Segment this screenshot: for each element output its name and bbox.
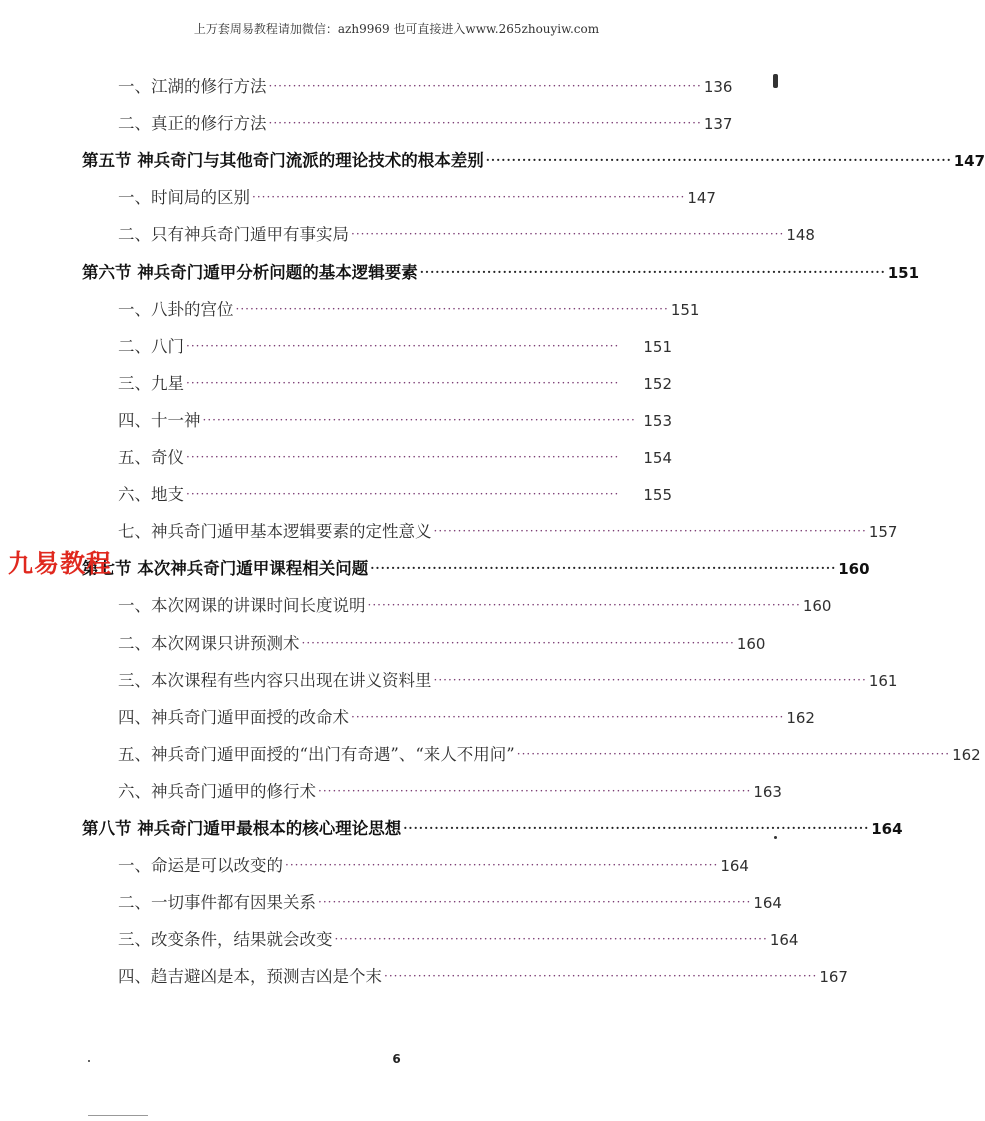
dot-leader: ·························································································· <box>318 783 752 798</box>
dot-leader: ·························································································· <box>252 190 686 205</box>
dot-leader: ·························································································· <box>370 561 837 576</box>
toc-entry <box>118 370 672 400</box>
toc-entry <box>118 184 716 214</box>
toc-page-number: 147 <box>687 189 716 208</box>
toc-section <box>82 259 920 289</box>
toc-page-number: 151 <box>670 300 700 319</box>
toc-title: 六、神兵奇门遁甲的修行术 <box>118 781 316 801</box>
dot-leader: ·························································································· <box>285 858 719 873</box>
toc-page-number: 155 <box>643 486 672 505</box>
toc-title: 一、时间局的区别 <box>118 188 250 208</box>
dot-leader: ·························································································· <box>334 932 768 947</box>
scan-speck <box>774 836 777 839</box>
page-number: 6 <box>392 1052 401 1066</box>
toc-entry <box>118 592 832 622</box>
toc-page-number: 163 <box>753 782 782 801</box>
toc-entry <box>118 407 672 437</box>
toc-title: 七、神兵奇门遁甲基本逻辑要素的定性意义 <box>118 522 432 542</box>
dot-leader: ·························································································· <box>351 227 785 242</box>
toc-entry <box>118 667 898 697</box>
toc-title: 三、改变条件，结果就会改变 <box>118 930 333 950</box>
toc-title: 五、奇仪 <box>118 448 184 467</box>
toc-entry <box>118 741 981 771</box>
toc-section <box>82 815 903 845</box>
toc-page-number: 160 <box>802 597 832 616</box>
dot-leader: ·························································································· <box>433 524 867 539</box>
toc-page-number: 147 <box>953 152 985 171</box>
toc-entry <box>118 333 672 363</box>
watermark: 九易教程 <box>8 549 113 578</box>
toc-page-number: 161 <box>868 671 898 690</box>
dot-leader: ·························································································· <box>235 301 669 316</box>
toc-page-number: 162 <box>786 708 815 727</box>
toc-page-number: 151 <box>887 263 920 282</box>
toc-entry <box>118 221 815 251</box>
dot-leader: ·························································································· <box>419 264 886 279</box>
toc-title: 第七节 本次神兵奇门遁甲课程相关问题 <box>82 559 369 579</box>
toc-page-number: 167 <box>819 968 848 987</box>
dot-leader: ·························································································· <box>485 153 952 168</box>
scan-speck <box>773 74 778 88</box>
toc-title: 二、只有神兵奇门遁甲有事实局 <box>118 225 349 245</box>
toc-page-number: 164 <box>871 820 903 838</box>
dot-leader: ·························································································· <box>202 412 636 427</box>
dot-leader: ·························································································· <box>186 487 620 502</box>
toc-entry <box>118 481 672 511</box>
toc-title: 第六节 神兵奇门遁甲分析问题的基本逻辑要素 <box>82 262 418 282</box>
toc-entry <box>118 963 848 993</box>
toc-entry <box>118 630 766 660</box>
toc-page-number: 157 <box>868 523 898 542</box>
dot-leader: ·························································································· <box>186 450 620 464</box>
toc-page-number: 136 <box>703 78 733 96</box>
toc-section <box>82 147 985 177</box>
toc-page-number: 152 <box>643 374 672 393</box>
dot-leader: ·························································································· <box>186 338 620 353</box>
toc-title: 二、本次网课只讲预测术 <box>118 633 300 653</box>
dot-leader: ·························································································· <box>403 821 870 835</box>
dot-leader: ·························································································· <box>351 709 785 724</box>
toc-title: 二、真正的修行方法 <box>118 114 267 134</box>
toc-section <box>82 555 870 585</box>
toc-entry <box>118 518 898 548</box>
toc-title: 三、九星 <box>118 373 184 393</box>
dot-leader: ·························································································· <box>268 116 702 131</box>
toc-page-number: 162 <box>952 745 981 764</box>
dot-leader: ·························································································· <box>433 672 867 687</box>
toc-page-number: 151 <box>643 337 672 356</box>
page-header: 上万套周易教程请加微信：azh9969 也可直接进入www.265zhouyiw.com <box>193 22 600 36</box>
toc-page-number: 164 <box>720 857 749 876</box>
toc-page-number: 148 <box>786 226 815 245</box>
toc-entry <box>118 444 672 474</box>
toc-title: 第五节 神兵奇门与其他奇门流派的理论技术的根本差别 <box>82 151 484 171</box>
dot-leader: ·························································································· <box>516 746 951 761</box>
dot-leader: ·························································································· <box>367 598 801 613</box>
toc-title: 第八节 神兵奇门遁甲最根本的核心理论思想 <box>82 819 402 838</box>
toc-page-number: 160 <box>736 634 766 653</box>
toc-entry <box>118 73 733 103</box>
toc-title: 二、八门 <box>118 336 184 356</box>
toc-entry <box>118 110 733 140</box>
toc-page-number: 164 <box>769 931 799 950</box>
toc-entry <box>118 852 749 882</box>
toc-page-number: 154 <box>643 449 672 467</box>
toc-title: 一、八卦的宫位 <box>118 299 234 319</box>
toc-title: 四、趋吉避凶是本，预测吉凶是个末 <box>118 967 382 987</box>
toc-entry <box>118 704 815 734</box>
toc-title: 五、神兵奇门遁甲面授的“出门有奇遇”、“来人不用问” <box>118 744 515 764</box>
toc-entry <box>118 926 799 956</box>
dot-leader: ·························································································· <box>301 635 735 650</box>
toc-title: 一、江湖的修行方法 <box>118 77 267 96</box>
toc-entry <box>118 889 782 919</box>
scan-line <box>88 1115 148 1116</box>
toc-page-number: 137 <box>703 115 733 134</box>
toc-title: 一、命运是可以改变的 <box>118 856 283 876</box>
toc-page-number: 164 <box>753 894 782 913</box>
toc-title: 四、十一神 <box>118 410 201 430</box>
toc-page-number: 153 <box>643 411 672 430</box>
toc-page-number: 160 <box>838 560 870 579</box>
toc-title: 一、本次网课的讲课时间长度说明 <box>118 596 366 616</box>
toc-title: 三、本次课程有些内容只出现在讲义资料里 <box>118 670 432 690</box>
toc-entry <box>118 296 700 326</box>
toc-entry <box>118 778 782 808</box>
toc-title: 二、一切事件都有因果关系 <box>118 893 316 913</box>
dot-leader: ·························································································· <box>384 969 818 984</box>
dot-leader: ·························································································· <box>268 79 702 93</box>
toc-title: 四、神兵奇门遁甲面授的改命术 <box>118 707 349 727</box>
scan-speck <box>88 1060 90 1062</box>
dot-leader: ·························································································· <box>318 895 752 910</box>
toc-title: 六、地支 <box>118 485 184 505</box>
dot-leader: ·························································································· <box>186 375 620 390</box>
